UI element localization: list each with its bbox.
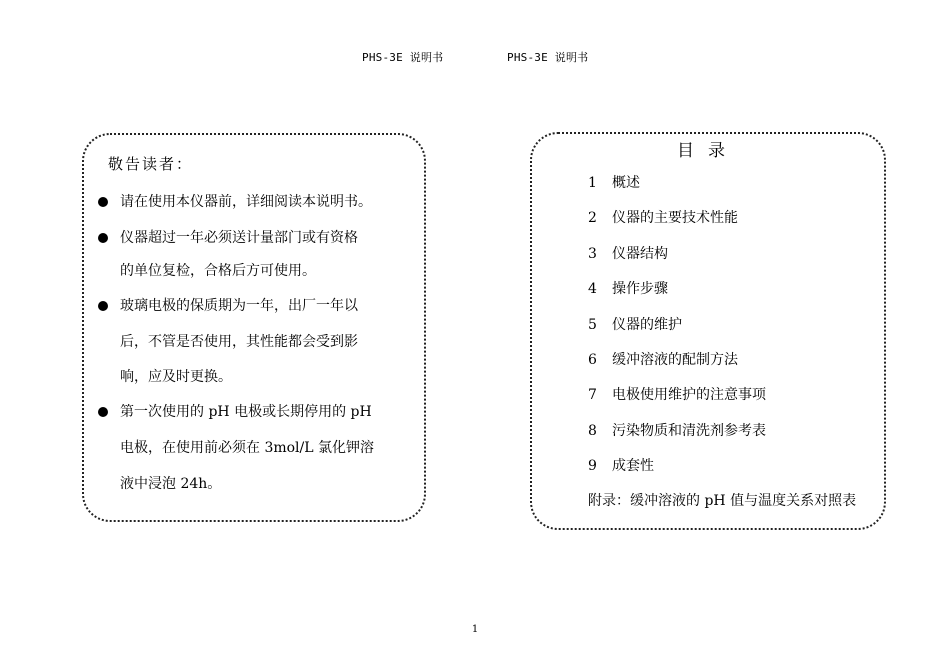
bullet-icon xyxy=(98,407,108,417)
notice-item-3-line-1: 玻璃电极的保质期为一年，出厂一年以 xyxy=(120,298,358,314)
toc-item-title: 概述 xyxy=(612,175,640,191)
toc-item[interactable] xyxy=(588,280,668,298)
toc-item-number: 3 xyxy=(588,246,597,262)
bullet-icon xyxy=(98,301,108,311)
toc-item-title: 缓冲溶液的配制方法 xyxy=(612,352,738,368)
notice-item-4-line-2: 电极，在使用前必须在 3mol/L 氯化钾溶 xyxy=(120,440,375,456)
notice-item-4-line-3: 液中浸泡 24h。 xyxy=(120,476,222,492)
toc-item[interactable] xyxy=(588,245,668,263)
page-number: 1 xyxy=(471,624,479,635)
toc-item[interactable] xyxy=(588,457,654,475)
notice-item-3-line-3: 响，应及时更换。 xyxy=(120,369,232,385)
toc-item-title: 成套性 xyxy=(612,458,654,474)
notice-item-2-line-2: 的单位复检，合格后方可使用。 xyxy=(120,263,316,279)
toc-item-number: 5 xyxy=(588,317,597,333)
toc-item[interactable] xyxy=(588,174,640,192)
toc-item-title: 电极使用维护的注意事项 xyxy=(612,387,766,403)
toc-item-title: 仪器的维护 xyxy=(612,317,682,333)
toc-item-title: 污染物质和清洗剂参考表 xyxy=(612,423,766,439)
toc-item[interactable] xyxy=(588,316,682,334)
header-title-left: PHS-3E 说明书 xyxy=(362,51,444,64)
toc-item-number: 6 xyxy=(588,352,597,368)
toc-item[interactable] xyxy=(588,351,738,369)
toc-item[interactable] xyxy=(588,422,766,440)
toc-item-number: 4 xyxy=(588,281,597,297)
toc-item[interactable] xyxy=(588,386,766,404)
notice-item-2-line-1: 仪器超过一年必须送计量部门或有资格 xyxy=(120,230,358,246)
toc-item-title: 仪器的主要技术性能 xyxy=(612,210,738,226)
toc-item-number: 2 xyxy=(588,210,597,226)
bullet-icon xyxy=(98,197,108,207)
toc-heading: 目录 xyxy=(677,141,739,161)
toc-item[interactable] xyxy=(588,209,738,227)
toc-item-number: 9 xyxy=(588,458,597,474)
header-title-right: PHS-3E 说明书 xyxy=(507,51,589,64)
toc-item-title: 操作步骤 xyxy=(612,281,668,297)
notice-panel xyxy=(82,133,426,522)
toc-item-number: 8 xyxy=(588,423,597,439)
notice-item-3-line-2: 后，不管是否使用，其性能都会受到影 xyxy=(120,334,358,350)
bullet-icon xyxy=(98,233,108,243)
toc-appendix[interactable]: 附录：缓冲溶液的 pH 值与温度关系对照表 xyxy=(588,493,857,509)
toc-item-title: 仪器结构 xyxy=(612,246,668,262)
toc-panel xyxy=(530,132,886,530)
toc-item-number: 7 xyxy=(588,387,597,403)
notice-item-1-line-1: 请在使用本仪器前，详细阅读本说明书。 xyxy=(120,194,372,210)
toc-item-number: 1 xyxy=(588,175,597,191)
notice-heading: 敬告读者： xyxy=(108,155,194,173)
notice-item-4-line-1: 第一次使用的 pH 电极或长期停用的 pH xyxy=(120,404,372,420)
